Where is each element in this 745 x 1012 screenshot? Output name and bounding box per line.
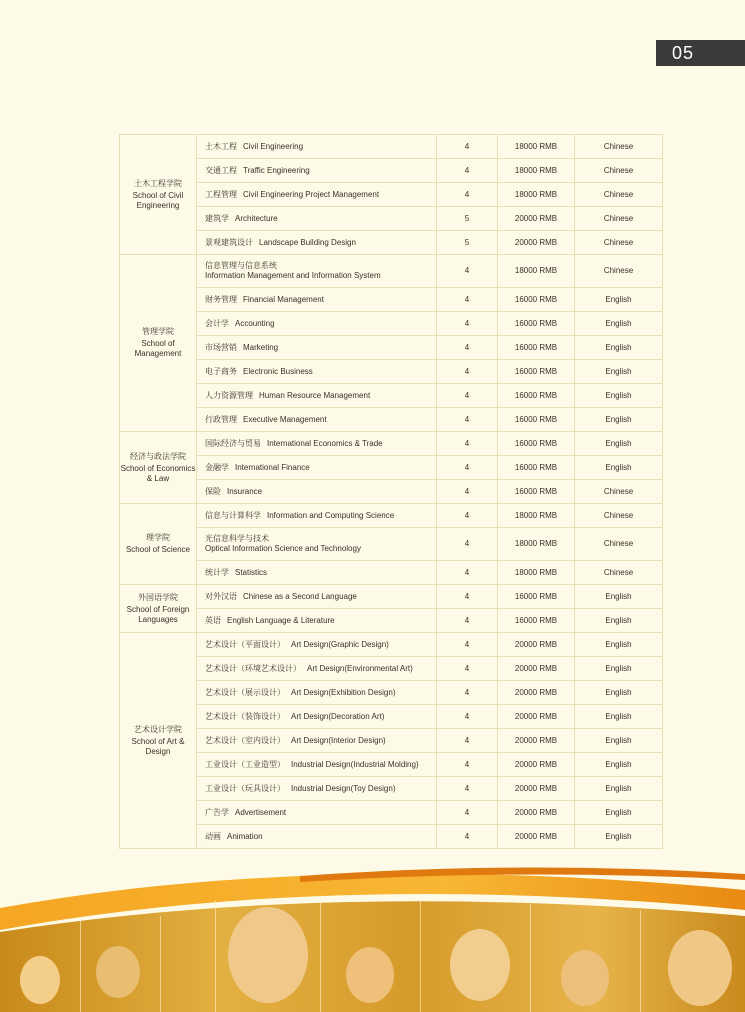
table-row bbox=[120, 312, 663, 336]
major-name-en: Architecture bbox=[235, 213, 278, 223]
language-cell: English bbox=[575, 801, 663, 825]
language-cell: English bbox=[575, 408, 663, 432]
students-photo-banner bbox=[0, 860, 745, 1012]
years-cell: 4 bbox=[437, 312, 498, 336]
tuition-cell: 20000 RMB bbox=[498, 825, 575, 849]
major-name-zh: 保险 bbox=[205, 486, 221, 496]
major-name-en: Art Design(Interior Design) bbox=[291, 735, 386, 745]
years-cell: 4 bbox=[437, 681, 498, 705]
major-name-zh: 国际经济与贸易 bbox=[205, 438, 261, 448]
tuition-cell: 20000 RMB bbox=[498, 777, 575, 801]
major-name-en: Marketing bbox=[243, 342, 279, 352]
tuition-cell: 20000 RMB bbox=[498, 801, 575, 825]
tuition-cell: 16000 RMB bbox=[498, 480, 575, 504]
major-cell bbox=[197, 777, 437, 801]
years-cell: 4 bbox=[437, 384, 498, 408]
tuition-cell: 16000 RMB bbox=[498, 585, 575, 609]
major-cell bbox=[197, 705, 437, 729]
table-row bbox=[120, 633, 663, 657]
major-name-zh: 工程管理 bbox=[205, 189, 237, 199]
years-cell: 4 bbox=[437, 801, 498, 825]
years-cell: 4 bbox=[437, 255, 498, 288]
years-cell: 4 bbox=[437, 159, 498, 183]
school-name-cell bbox=[120, 432, 197, 504]
years-cell: 4 bbox=[437, 705, 498, 729]
table-row bbox=[120, 207, 663, 231]
major-cell bbox=[197, 183, 437, 207]
major-cell bbox=[197, 633, 437, 657]
major-cell bbox=[197, 561, 437, 585]
years-cell: 4 bbox=[437, 504, 498, 528]
language-cell: English bbox=[575, 753, 663, 777]
years-cell: 4 bbox=[437, 432, 498, 456]
tuition-cell: 16000 RMB bbox=[498, 336, 575, 360]
tuition-cell: 18000 RMB bbox=[498, 135, 575, 159]
years-cell: 4 bbox=[437, 408, 498, 432]
tuition-cell: 16000 RMB bbox=[498, 408, 575, 432]
years-cell: 4 bbox=[437, 288, 498, 312]
major-cell bbox=[197, 231, 437, 255]
tuition-cell: 18000 RMB bbox=[498, 183, 575, 207]
language-cell: Chinese bbox=[575, 504, 663, 528]
tuition-cell: 18000 RMB bbox=[498, 504, 575, 528]
language-cell: Chinese bbox=[575, 231, 663, 255]
school-name-zh: 艺术设计学院 bbox=[134, 724, 182, 734]
major-name-en: Executive Management bbox=[243, 414, 327, 424]
table-row bbox=[120, 801, 663, 825]
years-cell: 4 bbox=[437, 777, 498, 801]
table-row bbox=[120, 360, 663, 384]
major-name-zh: 广告学 bbox=[205, 807, 229, 817]
language-cell: English bbox=[575, 288, 663, 312]
major-name-en: Industrial Design(Toy Design) bbox=[291, 783, 396, 793]
years-cell: 4 bbox=[437, 183, 498, 207]
major-name-en: Insurance bbox=[227, 486, 263, 496]
language-cell: English bbox=[575, 825, 663, 849]
major-cell bbox=[197, 657, 437, 681]
major-cell bbox=[197, 336, 437, 360]
banner-graphic bbox=[0, 860, 745, 1012]
years-cell: 4 bbox=[437, 729, 498, 753]
years-cell: 4 bbox=[437, 336, 498, 360]
tuition-cell: 20000 RMB bbox=[498, 729, 575, 753]
language-cell: Chinese bbox=[575, 183, 663, 207]
school-name-cell bbox=[120, 135, 197, 255]
major-name-zh: 工业设计（玩具设计） bbox=[205, 783, 285, 793]
tuition-cell: 16000 RMB bbox=[498, 456, 575, 480]
language-cell: English bbox=[575, 729, 663, 753]
programs-table-body bbox=[120, 135, 663, 849]
major-name-en: Electronic Business bbox=[243, 366, 313, 376]
major-name-zh: 动画 bbox=[205, 831, 221, 841]
major-name-en: Traffic Engineering bbox=[243, 165, 310, 175]
major-name-zh: 行政管理 bbox=[205, 414, 237, 424]
major-name-zh: 艺术设计（展示设计） bbox=[205, 687, 285, 697]
years-cell: 4 bbox=[437, 825, 498, 849]
school-name-cell bbox=[120, 633, 197, 849]
major-name-en: Optical Information Science and Technology bbox=[205, 544, 361, 553]
language-cell: English bbox=[575, 633, 663, 657]
major-name-zh: 工业设计（工业造型） bbox=[205, 759, 285, 769]
table-row bbox=[120, 528, 663, 561]
major-name-en: Statistics bbox=[235, 567, 268, 577]
major-cell bbox=[197, 207, 437, 231]
tuition-cell: 20000 RMB bbox=[498, 657, 575, 681]
major-name-en: Chinese as a Second Language bbox=[243, 591, 357, 601]
tuition-cell: 18000 RMB bbox=[498, 528, 575, 561]
years-cell: 4 bbox=[437, 456, 498, 480]
language-cell: English bbox=[575, 456, 663, 480]
language-cell: English bbox=[575, 585, 663, 609]
school-name-cell bbox=[120, 255, 197, 432]
major-name-zh: 土木工程 bbox=[205, 141, 237, 151]
language-cell: English bbox=[575, 777, 663, 801]
table-row bbox=[120, 585, 663, 609]
language-cell: English bbox=[575, 432, 663, 456]
major-name-zh: 统计学 bbox=[205, 567, 229, 577]
language-cell: Chinese bbox=[575, 135, 663, 159]
school-name-en: School of Science bbox=[125, 545, 191, 554]
major-name-en: International Economics & Trade bbox=[267, 438, 383, 448]
major-cell bbox=[197, 585, 437, 609]
years-cell: 4 bbox=[437, 657, 498, 681]
major-cell bbox=[197, 528, 437, 561]
table-row bbox=[120, 657, 663, 681]
tuition-cell: 20000 RMB bbox=[498, 207, 575, 231]
years-cell: 4 bbox=[437, 753, 498, 777]
language-cell: English bbox=[575, 657, 663, 681]
major-name-en: Information Management and Information System bbox=[205, 271, 381, 280]
school-name-zh: 经济与政法学院 bbox=[130, 451, 186, 461]
years-cell: 4 bbox=[437, 360, 498, 384]
major-cell bbox=[197, 159, 437, 183]
language-cell: English bbox=[575, 609, 663, 633]
language-cell: Chinese bbox=[575, 480, 663, 504]
major-name-en: Art Design(Decoration Art) bbox=[291, 711, 385, 721]
tuition-cell: 20000 RMB bbox=[498, 231, 575, 255]
years-cell: 4 bbox=[437, 585, 498, 609]
major-name-en: International Finance bbox=[235, 462, 310, 472]
major-cell bbox=[197, 825, 437, 849]
major-cell bbox=[197, 432, 437, 456]
major-name-zh: 交通工程 bbox=[205, 165, 237, 175]
years-cell: 4 bbox=[437, 135, 498, 159]
table-row bbox=[120, 729, 663, 753]
major-cell bbox=[197, 480, 437, 504]
major-name-en: Advertisement bbox=[235, 807, 287, 817]
tuition-cell: 18000 RMB bbox=[498, 255, 575, 288]
page-number: 05 bbox=[656, 40, 745, 66]
major-name-en: Information and Computing Science bbox=[267, 510, 395, 520]
table-row bbox=[120, 183, 663, 207]
tuition-cell: 18000 RMB bbox=[498, 159, 575, 183]
years-cell: 5 bbox=[437, 207, 498, 231]
major-name-zh: 人力资源管理 bbox=[205, 390, 253, 400]
school-name-en: School of Foreign Languages bbox=[126, 604, 190, 624]
major-name-en: Art Design(Graphic Design) bbox=[291, 639, 389, 649]
major-name-en: Financial Management bbox=[243, 294, 324, 304]
table-row bbox=[120, 456, 663, 480]
major-name-zh: 信息与计算科学 bbox=[205, 510, 261, 520]
major-cell bbox=[197, 312, 437, 336]
major-name-en: English Language & Literature bbox=[227, 615, 335, 625]
major-name-en: Human Resource Management bbox=[259, 390, 371, 400]
major-cell bbox=[197, 135, 437, 159]
major-name-zh: 建筑学 bbox=[205, 213, 229, 223]
major-name-en: Animation bbox=[227, 831, 263, 841]
table-row bbox=[120, 336, 663, 360]
major-cell bbox=[197, 609, 437, 633]
language-cell: English bbox=[575, 384, 663, 408]
tuition-cell: 18000 RMB bbox=[498, 561, 575, 585]
major-name-en: Civil Engineering Project Management bbox=[243, 189, 380, 199]
major-name-zh: 景观建筑设计 bbox=[205, 237, 253, 247]
table-row bbox=[120, 504, 663, 528]
language-cell: English bbox=[575, 312, 663, 336]
language-cell: English bbox=[575, 681, 663, 705]
table-row bbox=[120, 777, 663, 801]
school-name-en: School of Civil Engineering bbox=[132, 190, 184, 210]
table-row bbox=[120, 159, 663, 183]
table-row bbox=[120, 753, 663, 777]
language-cell: English bbox=[575, 360, 663, 384]
tuition-cell: 20000 RMB bbox=[498, 681, 575, 705]
tuition-cell: 16000 RMB bbox=[498, 360, 575, 384]
table-row bbox=[120, 705, 663, 729]
table-row bbox=[120, 255, 663, 288]
tuition-cell: 20000 RMB bbox=[498, 633, 575, 657]
table-row bbox=[120, 681, 663, 705]
major-cell bbox=[197, 729, 437, 753]
language-cell: Chinese bbox=[575, 528, 663, 561]
major-cell bbox=[197, 255, 437, 288]
major-cell bbox=[197, 753, 437, 777]
major-name-zh: 对外汉语 bbox=[205, 591, 237, 601]
major-name-zh: 金融学 bbox=[205, 462, 229, 472]
years-cell: 4 bbox=[437, 480, 498, 504]
table-row bbox=[120, 384, 663, 408]
tuition-cell: 16000 RMB bbox=[498, 432, 575, 456]
years-cell: 5 bbox=[437, 231, 498, 255]
major-name-zh: 艺术设计（室内设计） bbox=[205, 735, 285, 745]
tuition-cell: 16000 RMB bbox=[498, 288, 575, 312]
years-cell: 4 bbox=[437, 633, 498, 657]
major-name-en: Civil Engineering bbox=[243, 141, 304, 151]
school-name-cell bbox=[120, 504, 197, 585]
major-cell bbox=[197, 288, 437, 312]
programs-table bbox=[119, 134, 663, 849]
major-name-zh: 会计学 bbox=[205, 318, 229, 328]
language-cell: English bbox=[575, 705, 663, 729]
language-cell: Chinese bbox=[575, 255, 663, 288]
school-name-en: School of Art & Design bbox=[131, 736, 185, 756]
major-name-zh: 光信息科学与技术 bbox=[205, 534, 269, 543]
tuition-cell: 16000 RMB bbox=[498, 312, 575, 336]
years-cell: 4 bbox=[437, 528, 498, 561]
school-name-cell bbox=[120, 585, 197, 633]
tuition-cell: 20000 RMB bbox=[498, 753, 575, 777]
tuition-cell: 16000 RMB bbox=[498, 609, 575, 633]
major-cell bbox=[197, 504, 437, 528]
major-name-zh: 电子商务 bbox=[205, 366, 237, 376]
school-name-zh: 土木工程学院 bbox=[134, 178, 182, 188]
years-cell: 4 bbox=[437, 609, 498, 633]
major-name-zh: 艺术设计（平面设计） bbox=[205, 639, 285, 649]
major-name-en: Industrial Design(Industrial Molding) bbox=[291, 759, 419, 769]
major-name-zh: 市场营销 bbox=[205, 342, 237, 352]
major-name-en: Landscape Building Design bbox=[259, 237, 356, 247]
table-row bbox=[120, 825, 663, 849]
language-cell: Chinese bbox=[575, 207, 663, 231]
language-cell: Chinese bbox=[575, 159, 663, 183]
table-row bbox=[120, 408, 663, 432]
tuition-cell: 16000 RMB bbox=[498, 384, 575, 408]
major-name-zh: 英语 bbox=[205, 615, 221, 625]
school-name-zh: 外国语学院 bbox=[138, 592, 178, 602]
school-name-zh: 管理学院 bbox=[142, 327, 174, 336]
table-row bbox=[120, 561, 663, 585]
major-cell bbox=[197, 408, 437, 432]
tuition-cell: 20000 RMB bbox=[498, 705, 575, 729]
major-name-zh: 财务管理 bbox=[205, 294, 237, 304]
table-row bbox=[120, 432, 663, 456]
table-row bbox=[120, 135, 663, 159]
table-row bbox=[120, 288, 663, 312]
school-name-zh: 理学院 bbox=[146, 533, 170, 542]
major-cell bbox=[197, 681, 437, 705]
language-cell: Chinese bbox=[575, 561, 663, 585]
major-name-zh: 信息管理与信息系统 bbox=[205, 261, 277, 270]
major-name-en: Art Design(Environmental Art) bbox=[307, 663, 413, 673]
table-row bbox=[120, 480, 663, 504]
school-name-en: School of Management bbox=[134, 339, 182, 358]
major-cell bbox=[197, 801, 437, 825]
major-cell bbox=[197, 384, 437, 408]
language-cell: English bbox=[575, 336, 663, 360]
school-name-en: School of Economics & Law bbox=[120, 463, 196, 483]
major-name-en: Accounting bbox=[235, 318, 275, 328]
major-cell bbox=[197, 456, 437, 480]
table-row bbox=[120, 231, 663, 255]
major-name-zh: 艺术设计（装饰设计） bbox=[205, 711, 285, 721]
table-row bbox=[120, 609, 663, 633]
major-cell bbox=[197, 360, 437, 384]
major-name-zh: 艺术设计（环境艺术设计） bbox=[205, 663, 301, 673]
years-cell: 4 bbox=[437, 561, 498, 585]
major-name-en: Art Design(Exhibition Design) bbox=[291, 687, 396, 697]
